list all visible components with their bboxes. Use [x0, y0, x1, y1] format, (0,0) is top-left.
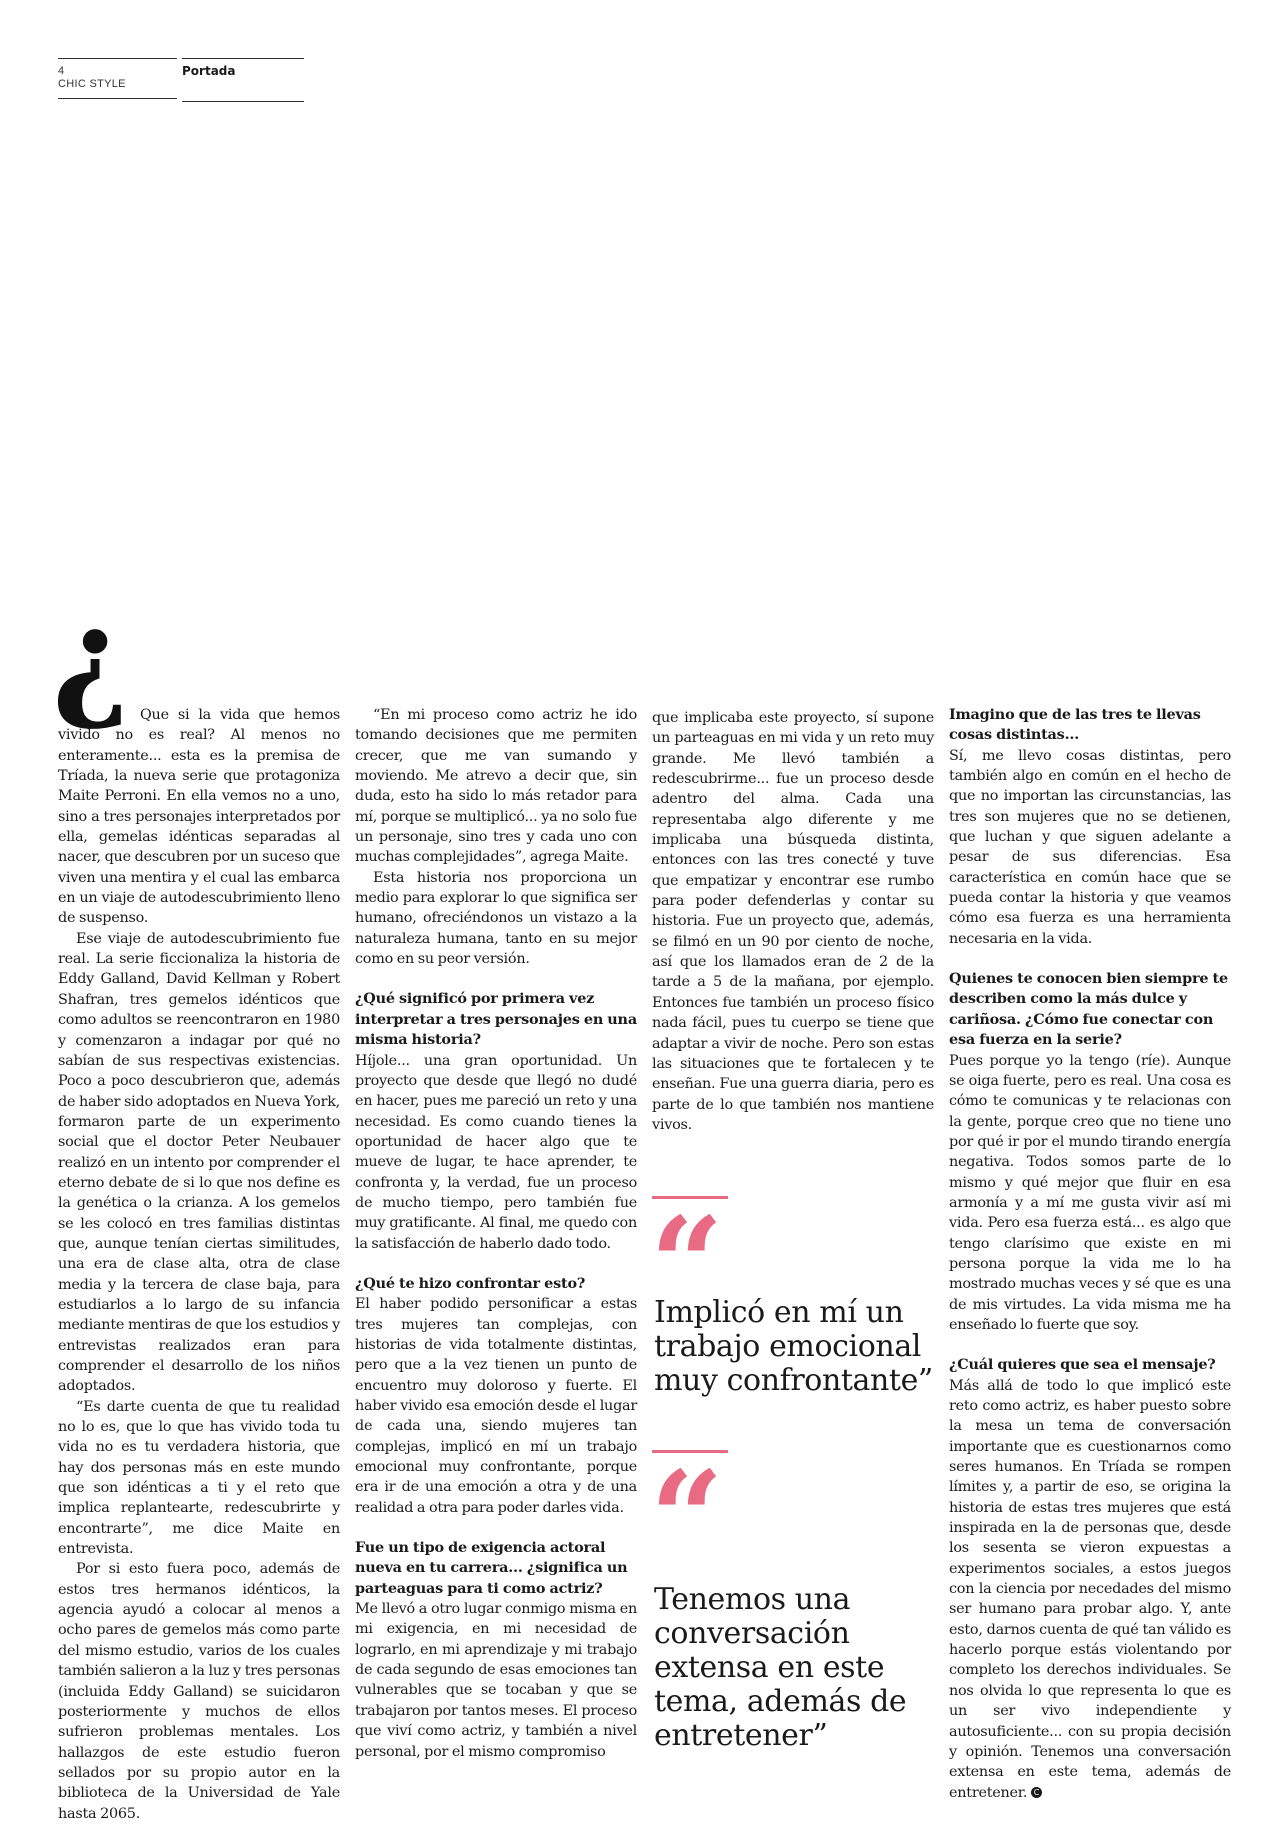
magazine-section-name: CHIC STYLE [58, 78, 126, 90]
interview-answer: Me llevó a otro lugar conmigo misma en mi exigencia, en mi necesidad de lograrlo, en mi aprendizaje y mi trabajo de cada segundo de esas emociones tan vulnerables que se tocaban y que se trabajaron por tantos meses. El proceso que viví como actriz, y también a nivel personal, por el mismo compromiso [355, 1601, 637, 1760]
lead-paragraph [58, 705, 340, 929]
page-header-left [58, 58, 177, 99]
lead-paragraph-text: Que si la vida que hemos vivido no es real? Al menos no enteramente... esta es la premisa de Tríada, la nueva serie que protagoniza Maite Perroni. En ella vemos no a uno, sino a tres personajes interpretados por ella, gemelas idénticas separadas al nacer, que descubren por un suceso que viven una mentira y el cual las embarca en un viaje de autodescubrimiento lleno de suspenso. [58, 707, 340, 927]
interview-answer [949, 1376, 1231, 1803]
article-column-2 [355, 705, 637, 1762]
interview-answer: Híjole... una gran oportunidad. Un proyecto que desde que llegó no dudé en hacer, pues me pareció un reto y una necesidad. Es como cuando tienes la oportunidad de hacer algo que te mueve de lugar, te hace aprender, te confronta y, la verdad, fue un proceso de mucho tiempo, pero también fue muy gratificante. Al final, me quedo con la satisfacción de haberlo dado todo. [355, 1052, 637, 1252]
article-column-4 [949, 705, 1231, 1803]
article-column-3 [652, 708, 934, 1135]
interview-question: ¿Qué significó por primera vez interpretar a tres personajes en una misma historia? [355, 990, 637, 1049]
drop-cap: ¿ [52, 580, 130, 735]
body-paragraph: “En mi proceso como actriz he ido tomando decisiones que me permiten crecer, que me van sumando y moviendo. Me atrevo a decir que, sin duda, esto ha sido lo más retador para mí, porque se multiplicó... ya no solo fue un personaje, sino tres y cada uno con muchas complejidades”, agrega Maite. [355, 707, 637, 866]
interview-question: Imagino que de las tres te llevas cosas distintas... [949, 706, 1201, 744]
body-paragraph: que implicaba este proyecto, sí supone un parteaguas en mi vida y un reto muy grande. Me llevó también a redescubrirme... fue un proceso desde adentro del alma. Cada una representaba algo diferente y me implicaba una búsqueda distinta, entonces con las tres conecté y tuve que empatizar y encontrar ese rumbo para poder defenderlas y contar su historia. Fue un proyecto que, además, se filmó en un 90 por ciento de noche, así que los llamados eran de 2 de la tarde a 5 de la mañana, por ejemplo. Entonces fue también un proceso físico nada fácil, pues tu cuerpo se tiene que adaptar a vivir de noche. Pero son estas las situaciones que te fortalecen y te enseñan. Fue una guerra diaria, pero es parte de lo que también nos mantiene vivos. [652, 710, 934, 1133]
body-paragraph: Por si esto fuera poco, además de estos tres hermanos idénticos, la agencia ayudó a colocar al menos a ocho pares de gemelos más como parte del mismo estudio, varios de los cuales también salieron a la luz y tres personas (incluida Eddy Galland) se suicidaron posteriormente y muchos de ellos sufrieron problemas mentales. Los hallazgos de este estudio fueron sellados por su propio autor en la biblioteca de la Universidad de Yale hasta 2065. [58, 1561, 340, 1822]
header-rule-top [58, 58, 177, 59]
page-number: 4 [58, 65, 65, 77]
quote-mark-icon: “ [650, 1444, 724, 1594]
article-column-1 [58, 705, 340, 1824]
body-paragraph: Esta historia nos proporciona un medio para explorar lo que significa ser humano, ofreciéndonos un vistazo a la naturaleza humana, tanto en su mejor como en su peor versión. [355, 869, 637, 968]
header-rule-bottom-right [182, 101, 304, 102]
interview-question: Fue un tipo de exigencia actoral nueva en tu carrera... ¿significa un parteaguas para ti como actriz? [355, 1539, 628, 1597]
quote-mark-icon: “ [650, 1190, 724, 1340]
interview-answer: Sí, me llevo cosas distintas, pero también algo en común en el hecho de que no importan las circunstancias, las tres son mujeres que no se detienen, que luchan y que siguen adelante a pesar de sus diferencias. Esa característica en común hace que se pueda contar la historia y que veamos cómo esa fuerza es una herramienta necesaria en la vida. [949, 747, 1231, 947]
page-header-right [182, 58, 304, 102]
interview-question: ¿Cuál quieres que sea el mensaje? [949, 1356, 1216, 1374]
pull-quote: Tenemos una conversación extensa en este tema, además de entretener” [654, 1582, 907, 1753]
end-of-article-icon: C [1031, 1787, 1042, 1798]
header-rule-bottom [58, 98, 177, 99]
interview-question: Quienes te conocen bien siempre te describen como la más dulce y cariñosa. ¿Cómo fue conectar con esa fuerza en la serie? [949, 970, 1228, 1049]
section-label: Portada [182, 64, 236, 78]
pull-quote: Implicó en mí un trabajo emocional muy confrontante” [654, 1295, 933, 1398]
body-paragraph: “Es darte cuenta de que tu realidad no lo es, que lo que has vivido toda tu vida no es tu verdadera historia, que hay dos personas más en este mundo que son idénticas a ti y el reto que implica replantearte, redescubrirte y encontrarte”, me dice Maite en entrevista. [58, 1398, 340, 1558]
interview-answer: Pues porque yo la tengo (ríe). Aunque se oiga fuerte, pero es real. Una cosa es cómo te comunicas y te relacionas con la gente, porque creo que no tiene uno por qué ir por el mundo tirando energía negativa. Todos somos parte de lo mismo y qué mejor que fluir en esa armonía y a mí me gusta vivir así mi vida. Pero esa fuerza está... es algo que tengo clarísimo que existe en mi persona porque la vida me lo ha mostrado muchas veces y sé que es una de mis virtudes. La vida misma me ha enseñado lo fuerte que soy. [949, 1052, 1231, 1333]
interview-answer-text: Más allá de todo lo que implicó este reto como actriz, es haber puesto sobre la mesa un tema de conversación importante que es cuestionarnos como seres humanos. En Tríada se rompen límites y, a partir de eso, se origina la historia de estas tres mujeres que está inspirada en la de personas que, desde los sesenta se vieron expuestas a experimentos sociales, a estos juegos con la ciencia por necedades del mismo ser humano para probar algo. Y, ante esto, darnos cuenta de qué tan válido es hacerlo porque estás violentando por completo los derechos individuales. Se nos olvida lo que representa lo que es un ser vivo independiente y autosuficiente... con su propia decisión y opinión. Tenemos una conversación extensa en este tema, además de entretener. [949, 1377, 1231, 1801]
header-rule-top-right [182, 58, 304, 59]
interview-answer: El haber podido personificar a estas tres mujeres tan complejas, con historias de vida totalmente distintas, pero que a la vez tienen un punto de encuentro muy doloroso y fuerte. El haber vivido esa emoción desde el lugar de cada una, siendo mujeres tan complejas, implicó en mí un trabajo emocional muy confrontante, porque era ir de una emoción a otra y de una realidad a otra para poder darles vida. [355, 1296, 637, 1516]
body-paragraph: Ese viaje de autodescubrimiento fue real. La serie ficcionaliza la historia de Eddy Galland, David Kellman y Robert Shafran, tres gemelos idénticos que como adultos se reencontraron en 1980 y comenzaron a indagar por qué no sabían de sus respectivas existencias. Poco a poco descubrieron que, además de haber sido adoptados en Nueva York, formaron parte de un experimento social que el doctor Peter Neubauer realizó en un intento por comprender el eterno debate de si lo que nos define es la genética o la crianza. A los gemelos se les colocó en tres familias distintas que, aunque tenían ciertas similitudes, una era de clase alta, otra de clase media y la tercera de clase baja, para estudiarlos a lo largo de su infancia mediante mentiras de que los estudios y entrevistas realizados eran para comprender el desarrollo de los niños adoptados. [58, 930, 340, 1395]
interview-question: ¿Qué te hizo confrontar esto? [355, 1274, 586, 1292]
